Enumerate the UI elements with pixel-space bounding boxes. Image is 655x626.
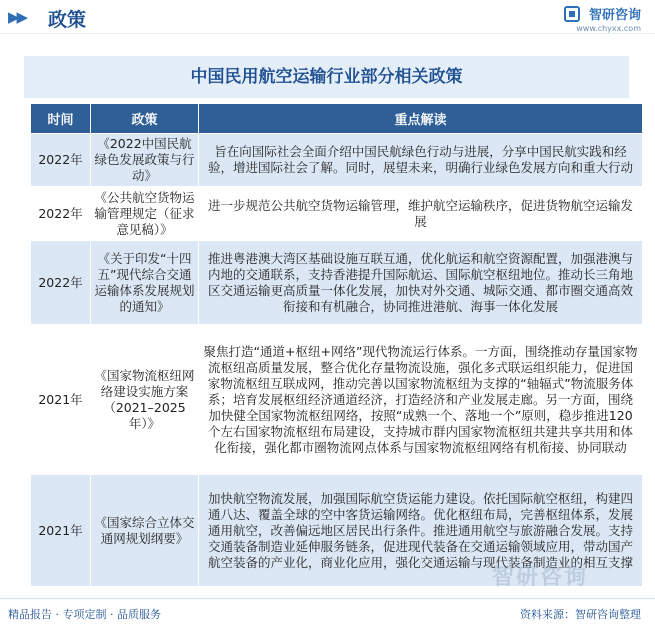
table-header-row [31, 104, 643, 134]
cell-policy: 《关于印发“十四五”现代综合交通运输体系发展规划的通知》 [91, 241, 199, 325]
cell-time: 2021年 [31, 475, 91, 587]
footer-slogan: 精品报告 · 专项定制 · 品质服务 [8, 608, 161, 621]
brand-name: 智研咨询 [588, 8, 641, 23]
double-arrow-icon: ▶▶ [8, 8, 26, 26]
cell-time: 2022年 [31, 134, 91, 187]
cell-content: 进一步规范公共航空货物运输管理，维护航空运输秩序，促进货物航空运输发展 [199, 187, 643, 241]
table-row [31, 325, 643, 475]
brand [564, 3, 641, 33]
section-title: 政策 [48, 9, 87, 31]
table-row [31, 187, 643, 241]
cell-policy: 《国家综合立体交通网规划纲要》 [91, 475, 199, 587]
cell-policy: 《2022中国民航绿色发展政策与行动》 [91, 134, 199, 187]
footer [0, 598, 655, 626]
policy-table [30, 103, 643, 587]
table-row [31, 241, 643, 325]
cell-policy: 《公共航空货物运输管理规定（征求意见稿）》 [91, 187, 199, 241]
cell-content: 推进粤港澳大湾区基础设施互联互通，优化航运和航空资源配置，加强港澳与内地的交通联系，支持香港提升国际航运、国际航空枢纽地位。推动长三角地区交通运输更高质量一体化发展，加快对外交通、城际交通、都市圈交通高效衔接和有机融合，协同推进港航、海事一体化发展 [199, 241, 643, 325]
cell-policy: 《国家物流枢纽网络建设实施方案（2021–2025年）》 [91, 325, 199, 475]
column-header-policy: 政策 [91, 104, 199, 134]
column-header-time: 时间 [31, 104, 91, 134]
cell-content: 旨在向国际社会全面介绍中国民航绿色行动与进展，分享中国民航实践和经验，增进国际社会了解。同时，展望未来，明确行业绿色发展方向和重大行动 [199, 134, 643, 187]
footer-source: 资料来源：智研咨询整理 [520, 608, 641, 621]
top-bar [0, 0, 655, 34]
watermark: 智研咨询 [492, 565, 589, 590]
page-title: 中国民用航空运输行业部分相关政策 [24, 56, 629, 98]
column-header-content: 重点解读 [199, 104, 643, 134]
brand-logo-icon [564, 6, 580, 22]
brand-url: www.chyxx.com [576, 24, 641, 33]
cell-content: 加快航空物流发展，加强国际航空货运能力建设。依托国际航空枢纽，构建四通八达、覆盖全球的空中客货运输网络。优化枢纽布局，完善枢纽体系，发展通用航空，改善偏远地区居民出行条件。推进通用航空与旅游融合发展。支持交通装备制造业延伸服务链条，促进现代装备在交通运输领域应用，带动国产航空装备的产业化，商业化应用，强化交通运输与现代装备制造业的相互支撑 [199, 475, 643, 587]
cell-time: 2022年 [31, 241, 91, 325]
table-row [31, 134, 643, 187]
cell-time: 2021年 [31, 325, 91, 475]
cell-time: 2022年 [31, 187, 91, 241]
cell-content: 聚焦打造“通道+枢纽+网络”现代物流运行体系。一方面，围绕推动存量国家物流枢纽高质量发展，整合优化存量物流设施，强化多式联运组织能力，促进国家物流枢纽互联成网，推动完善以国家物流枢纽为支撑的“轴辐式”物流服务体系；培育发展枢纽经济通道经济，打造经济和产业发展走廊。另一方面，围绕加快健全国家物流枢纽网络，按照“成熟一个、落地一个”原则，稳步推进120个左右国家物流枢纽布局建设，支持城市群内国家物流枢纽共建共享共用和体化衔接，强化都市圈物流网点体系与国家物流枢纽网络有机衔接、协同联动 [199, 325, 643, 475]
